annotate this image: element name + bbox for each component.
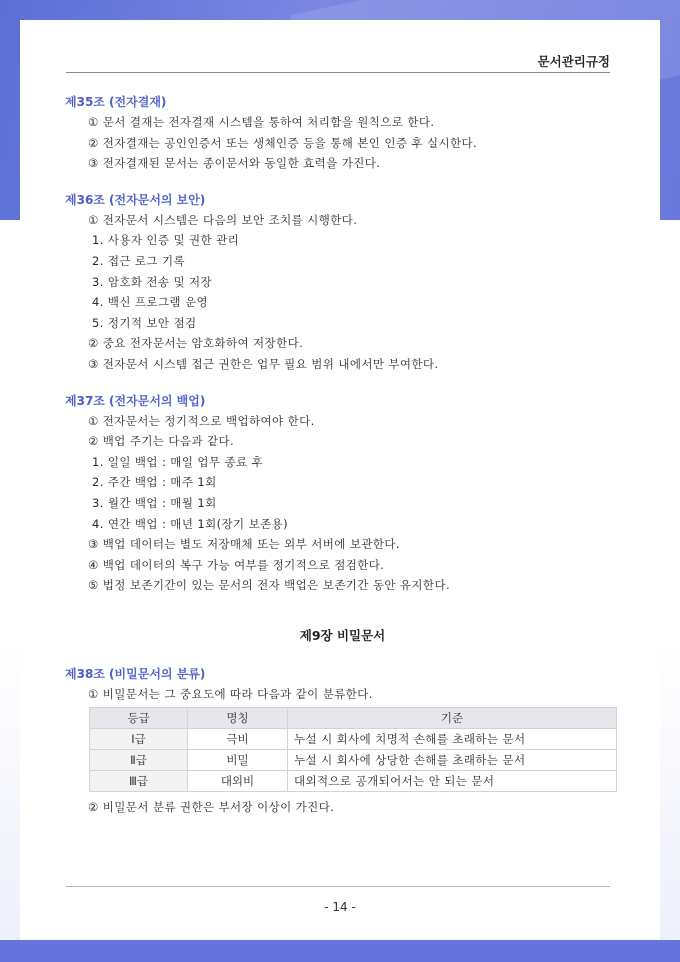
list-item: 3. 월간 백업 : 매월 1회 bbox=[92, 495, 217, 510]
paragraph: ② 전자결재는 공인인증서 또는 생체인증 등을 통해 본인 인증 후 실시한다. bbox=[88, 135, 478, 150]
list-item: 4. 백신 프로그램 운영 bbox=[92, 295, 209, 310]
document-body bbox=[65, 92, 620, 818]
article-title: 제36조 (전자문서의 보안) bbox=[65, 192, 206, 207]
article-37 bbox=[65, 391, 620, 596]
table-header-row bbox=[90, 708, 617, 729]
criteria-cell: 누설 시 회사에 치명적 손해를 초래하는 문서 bbox=[288, 729, 617, 750]
article-title: 제37조 (전자문서의 백업) bbox=[65, 393, 206, 408]
paragraph: ③ 전자결재된 문서는 종이문서와 동일한 효력을 가진다. bbox=[88, 156, 381, 171]
table-row bbox=[90, 771, 617, 792]
paragraph: ② 비밀문서 분류 권한은 부서장 이상이 가진다. bbox=[88, 800, 335, 815]
footer-divider bbox=[66, 886, 610, 887]
list-item: 2. 주간 백업 : 매주 1회 bbox=[92, 475, 217, 490]
column-header-grade: 등급 bbox=[90, 708, 188, 729]
list-item: 4. 연간 백업 : 매년 1회(장기 보존용) bbox=[92, 516, 288, 531]
column-header-criteria: 기준 bbox=[288, 708, 617, 729]
name-cell: 대외비 bbox=[188, 771, 288, 792]
paragraph: ⑤ 법정 보존기간이 있는 문서의 전자 백업은 보존기간 동안 유지한다. bbox=[88, 578, 451, 593]
paragraph: ① 전자문서 시스템은 다음의 보안 조치를 시행한다. bbox=[88, 212, 358, 227]
article-38 bbox=[65, 664, 620, 818]
running-header-title: 문서관리규정 bbox=[537, 54, 610, 69]
table-row bbox=[90, 729, 617, 750]
table-row bbox=[90, 750, 617, 771]
column-header-name: 명칭 bbox=[188, 708, 288, 729]
paragraph: ④ 백업 데이터의 복구 가능 여부를 정기적으로 점검한다. bbox=[88, 557, 385, 572]
article-title: 제35조 (전자결재) bbox=[65, 95, 167, 109]
list-item: 1. 일일 백업 : 매일 업무 종료 후 bbox=[92, 454, 264, 469]
criteria-cell: 누설 시 회사에 상당한 손해를 초래하는 문서 bbox=[288, 750, 617, 771]
article-36 bbox=[65, 190, 620, 375]
classification-table bbox=[89, 707, 617, 792]
paragraph: ① 문서 결재는 전자결재 시스템을 통하여 처리함을 원칙으로 한다. bbox=[88, 115, 435, 129]
footer-background-band bbox=[0, 940, 680, 962]
grade-cell: Ⅲ급 bbox=[90, 771, 188, 792]
article-title: 제38조 (비밀문서의 분류) bbox=[65, 666, 206, 681]
list-item: 3. 암호화 전송 및 저장 bbox=[92, 274, 213, 289]
paragraph: ③ 전자문서 시스템 접근 권한은 업무 필요 범위 내에서만 부여한다. bbox=[88, 356, 439, 371]
header-divider bbox=[66, 72, 610, 73]
grade-cell: Ⅰ급 bbox=[90, 729, 188, 750]
paragraph: ② 중요 전자문서는 암호화하여 저장한다. bbox=[88, 336, 304, 351]
paragraph: ② 백업 주기는 다음과 같다. bbox=[88, 434, 235, 449]
page-number: - 14 - bbox=[324, 900, 356, 914]
list-item: 1. 사용자 인증 및 권한 관리 bbox=[92, 233, 240, 248]
paragraph: ① 비밀문서는 그 중요도에 따라 다음과 같이 분류한다. bbox=[88, 686, 373, 701]
criteria-cell: 대외적으로 공개되어서는 안 되는 문서 bbox=[288, 771, 617, 792]
list-item: 2. 접근 로그 기록 bbox=[92, 253, 185, 268]
name-cell: 극비 bbox=[188, 729, 288, 750]
document-page bbox=[20, 20, 660, 940]
grade-cell: Ⅱ급 bbox=[90, 750, 188, 771]
name-cell: 비밀 bbox=[188, 750, 288, 771]
paragraph: ① 전자문서는 정기적으로 백업하여야 한다. bbox=[88, 413, 315, 428]
chapter-title: 제9장 비밀문서 bbox=[299, 627, 386, 643]
article-35 bbox=[65, 92, 620, 174]
paragraph: ③ 백업 데이터는 별도 저장매체 또는 외부 서버에 보관한다. bbox=[88, 537, 400, 552]
list-item: 5. 정기적 보안 점검 bbox=[92, 315, 197, 330]
